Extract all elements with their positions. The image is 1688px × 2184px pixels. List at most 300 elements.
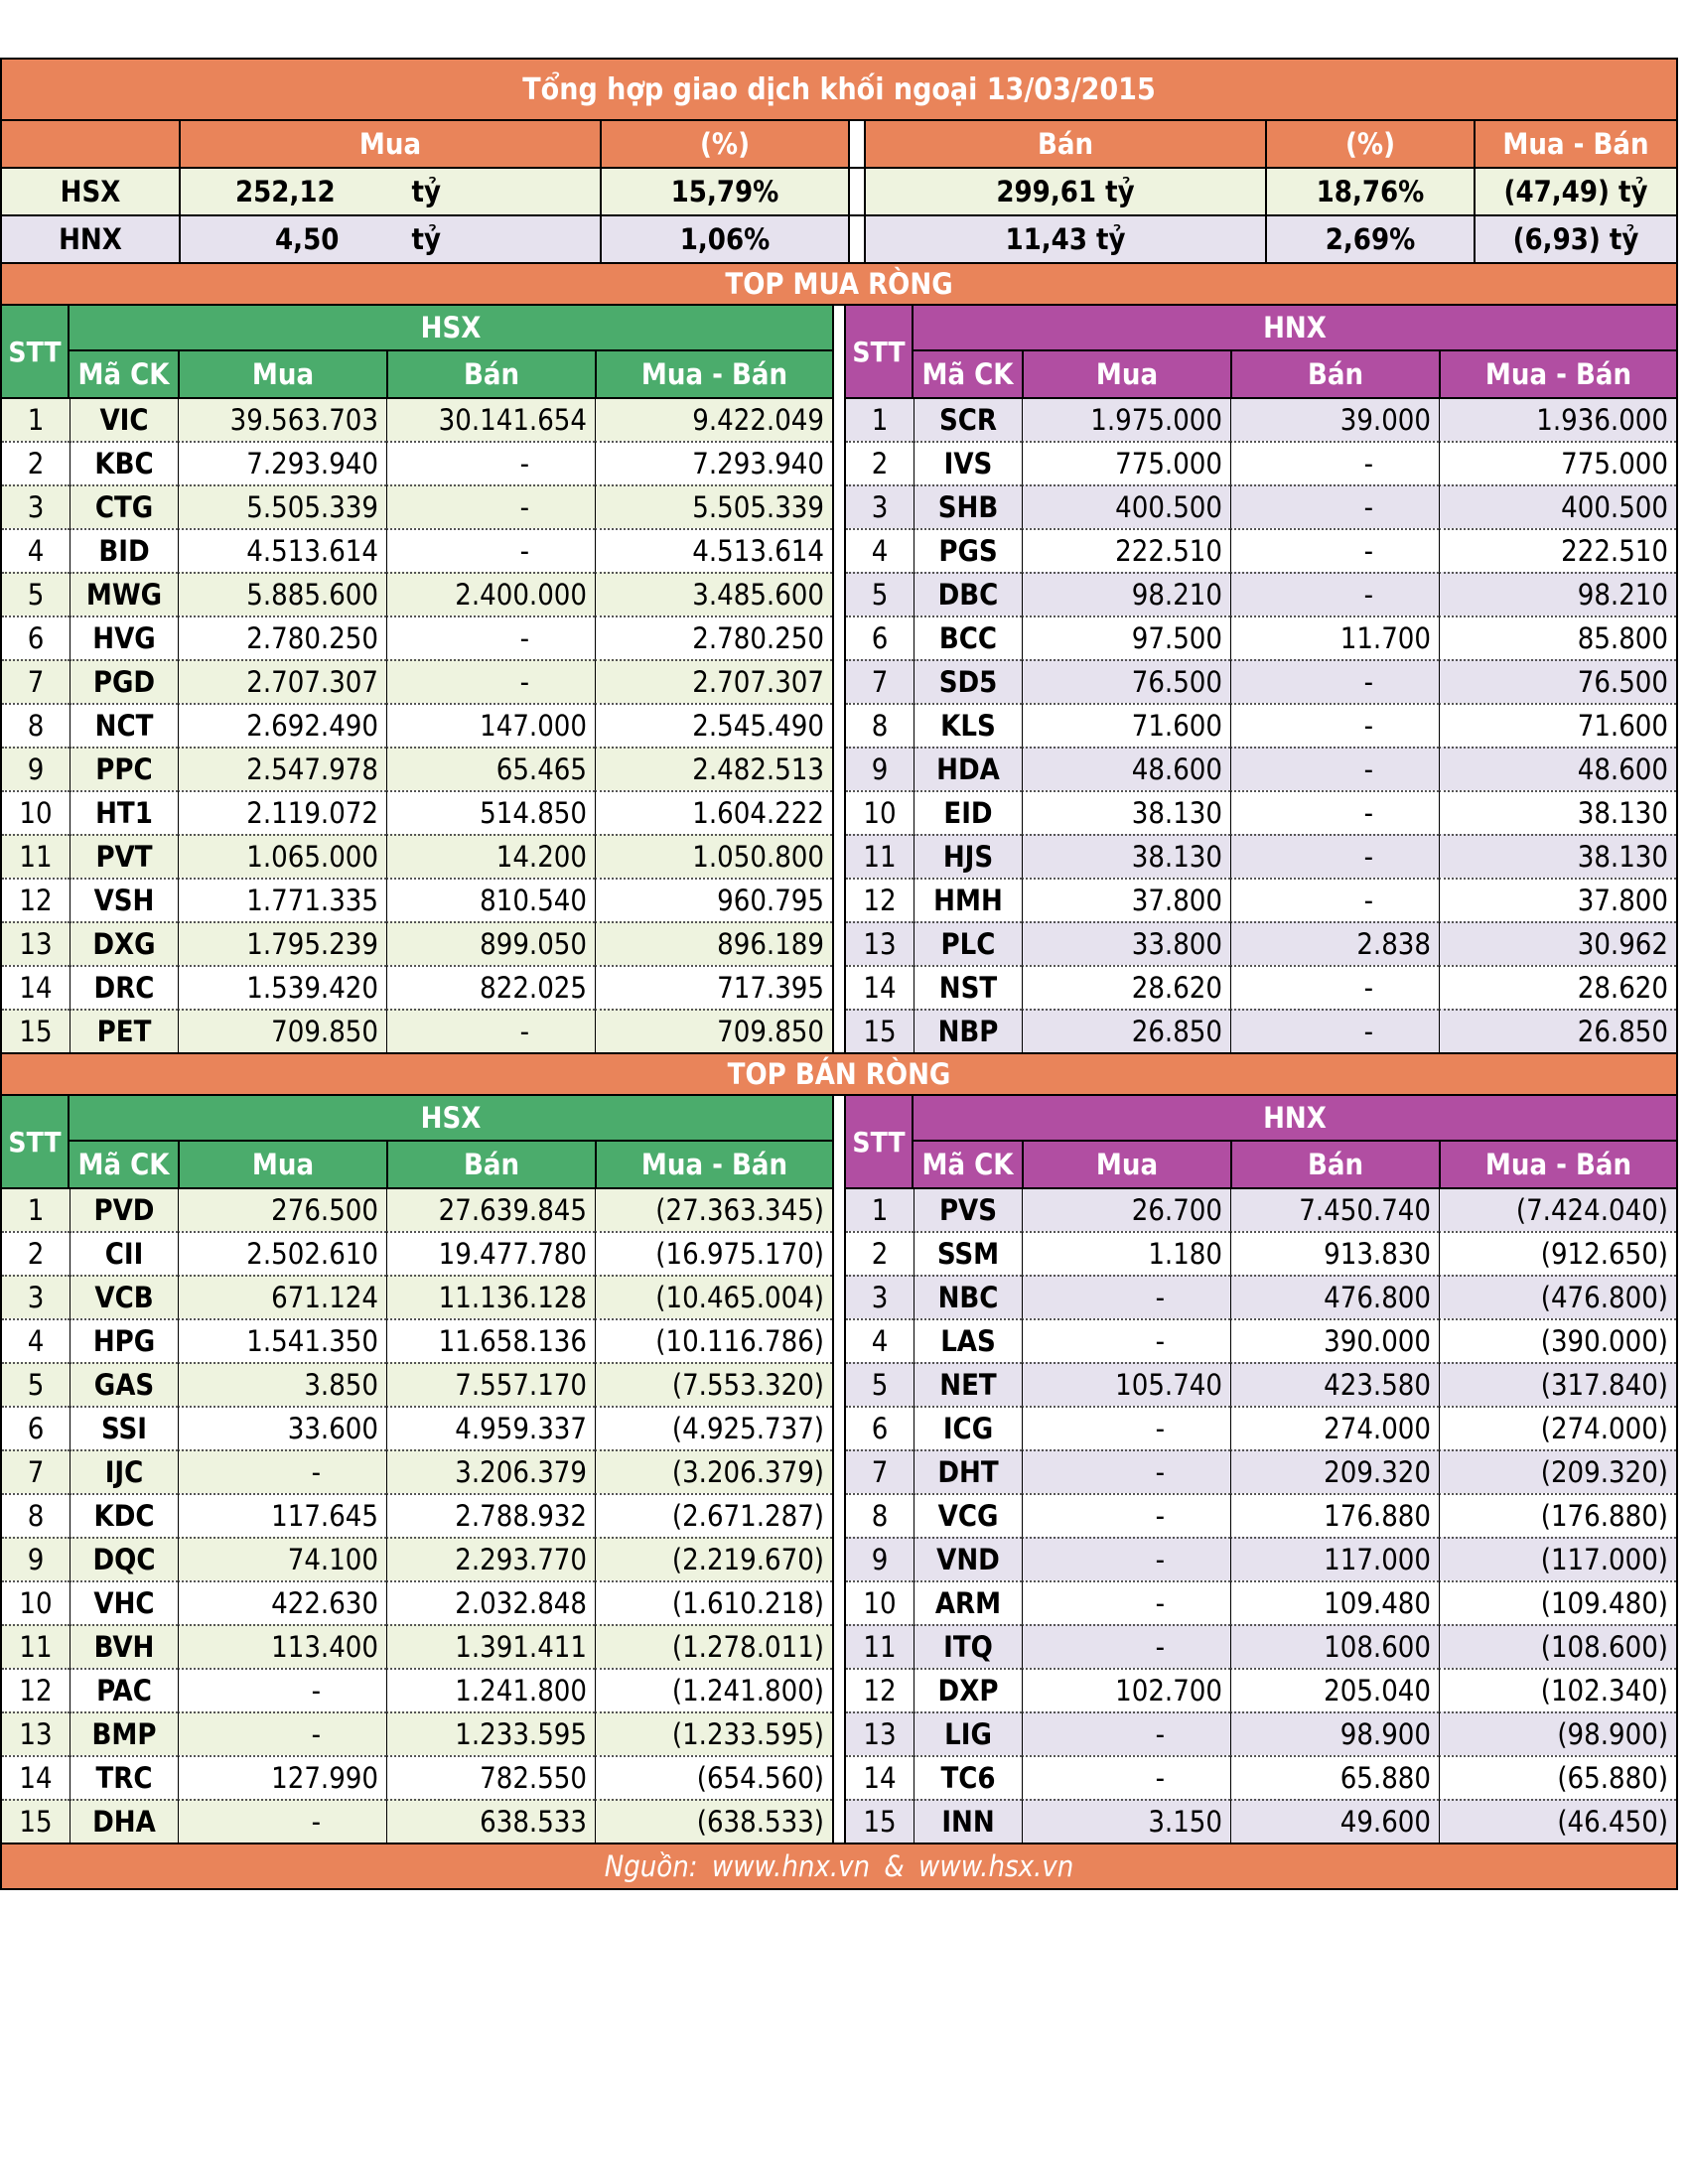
stock-code: HPG (70, 1318, 178, 1362)
net-value: (2.671.287) (595, 1493, 832, 1537)
row-stt: 13 (846, 1711, 914, 1755)
sell-value: - (386, 528, 595, 572)
top-sell-hnx-table (846, 1096, 1676, 1843)
sell-value: - (1230, 703, 1439, 747)
row-stt: 14 (2, 1755, 70, 1799)
top-sell-section (0, 1094, 1678, 1843)
sell-value: - (1230, 878, 1439, 921)
sell-value: - (1230, 659, 1439, 703)
row-stt: 5 (846, 572, 914, 615)
row-stt: 1 (2, 1187, 70, 1231)
stock-code: NST (914, 965, 1022, 1009)
buy-header: Mua (1022, 1140, 1230, 1187)
stock-code: KDC (70, 1493, 178, 1537)
stock-code: NET (914, 1362, 1022, 1406)
row-stt: 10 (846, 790, 914, 834)
row-stt: 2 (846, 441, 914, 484)
buy-value: 28.620 (1022, 965, 1230, 1009)
summary-buy: 252,12 tỷ (181, 169, 602, 214)
stock-code: KLS (914, 703, 1022, 747)
stock-code: SSI (70, 1406, 178, 1449)
row-stt: 4 (2, 528, 70, 572)
net-value: 1.050.800 (595, 834, 832, 878)
sell-value: - (386, 484, 595, 528)
sell-value: 2.032.848 (386, 1580, 595, 1624)
net-header: Mua - Bán (595, 1140, 832, 1187)
stock-code: VND (914, 1537, 1022, 1580)
summary-gap (850, 169, 866, 214)
buy-value: 113.400 (178, 1624, 386, 1668)
net-value: (274.000) (1439, 1406, 1676, 1449)
buy-value: - (178, 1668, 386, 1711)
row-stt: 15 (2, 1799, 70, 1843)
sell-value: 822.025 (386, 965, 595, 1009)
sell-value: 109.480 (1230, 1580, 1439, 1624)
top-sell-hsx-table (2, 1096, 832, 1843)
buy-value: 98.210 (1022, 572, 1230, 615)
row-stt: 14 (846, 1755, 914, 1799)
summary-header-sell: Bán (866, 121, 1267, 167)
row-stt: 9 (846, 1537, 914, 1580)
buy-header: Mua (178, 349, 386, 397)
stock-code: PLC (914, 921, 1022, 965)
stock-code: HJS (914, 834, 1022, 878)
top-buy-hnx-table (846, 306, 1676, 1052)
buy-value: - (178, 1449, 386, 1493)
row-stt: 11 (2, 834, 70, 878)
sell-value: - (386, 1009, 595, 1052)
buy-value: - (1022, 1318, 1230, 1362)
net-value: (390.000) (1439, 1318, 1676, 1362)
stock-code: VIC (70, 397, 178, 441)
sell-value: 913.830 (1230, 1231, 1439, 1275)
summary-sell: 299,61 tỷ (866, 169, 1267, 214)
sell-value: 205.040 (1230, 1668, 1439, 1711)
stock-code: DHT (914, 1449, 1022, 1493)
row-stt: 7 (846, 1449, 914, 1493)
net-value: (317.840) (1439, 1362, 1676, 1406)
row-stt: 1 (846, 1187, 914, 1231)
net-value: 98.210 (1439, 572, 1676, 615)
sell-value: 11.658.136 (386, 1318, 595, 1362)
buy-value: 1.975.000 (1022, 397, 1230, 441)
net-value: 9.422.049 (595, 397, 832, 441)
row-stt: 14 (2, 965, 70, 1009)
sell-value: 117.000 (1230, 1537, 1439, 1580)
buy-value: 2.707.307 (178, 659, 386, 703)
buy-value: 97.500 (1022, 615, 1230, 659)
table-separator (832, 306, 846, 1052)
net-header: Mua - Bán (1439, 349, 1676, 397)
summary-buy-pct: 15,79% (602, 169, 850, 214)
buy-value: 2.547.978 (178, 747, 386, 790)
buy-value: 105.740 (1022, 1362, 1230, 1406)
row-stt: 4 (846, 528, 914, 572)
row-stt: 6 (2, 615, 70, 659)
row-stt: 12 (2, 878, 70, 921)
stock-code: VCB (70, 1275, 178, 1318)
exchange-header: HNX (914, 1096, 1676, 1140)
stock-code: TRC (70, 1755, 178, 1799)
sell-value: - (1230, 484, 1439, 528)
row-stt: 11 (846, 1624, 914, 1668)
net-value: 1.604.222 (595, 790, 832, 834)
stock-code: VHC (70, 1580, 178, 1624)
top-sell-title: TOP BÁN RÒNG (0, 1052, 1678, 1094)
stock-code: EID (914, 790, 1022, 834)
buy-value: - (1022, 1449, 1230, 1493)
stock-code: PVD (70, 1187, 178, 1231)
stock-code: HVG (70, 615, 178, 659)
net-value: 5.505.339 (595, 484, 832, 528)
buy-value: 1.795.239 (178, 921, 386, 965)
stt-header: STT (2, 1096, 70, 1187)
buy-value: 76.500 (1022, 659, 1230, 703)
sell-value: - (1230, 572, 1439, 615)
sell-header: Bán (386, 1140, 595, 1187)
row-stt: 13 (846, 921, 914, 965)
top-buy-title: TOP MUA RÒNG (0, 262, 1678, 304)
sell-value: 98.900 (1230, 1711, 1439, 1755)
summary-buy-pct: 1,06% (602, 216, 850, 262)
buy-value: 222.510 (1022, 528, 1230, 572)
stock-code: DQC (70, 1537, 178, 1580)
row-stt: 6 (2, 1406, 70, 1449)
row-stt: 15 (846, 1799, 914, 1843)
summary-sell: 11,43 tỷ (866, 216, 1267, 262)
buy-value: 2.692.490 (178, 703, 386, 747)
buy-value: 102.700 (1022, 1668, 1230, 1711)
stock-code: SSM (914, 1231, 1022, 1275)
stt-header: STT (846, 1096, 914, 1187)
net-value: 717.395 (595, 965, 832, 1009)
row-stt: 2 (2, 1231, 70, 1275)
row-stt: 8 (2, 703, 70, 747)
buy-value: 33.600 (178, 1406, 386, 1449)
row-stt: 12 (846, 1668, 914, 1711)
stock-code: VSH (70, 878, 178, 921)
row-stt: 1 (2, 397, 70, 441)
sell-value: - (386, 659, 595, 703)
buy-value: 400.500 (1022, 484, 1230, 528)
sell-value: 108.600 (1230, 1624, 1439, 1668)
row-stt: 5 (846, 1362, 914, 1406)
net-value: (176.880) (1439, 1493, 1676, 1537)
buy-header: Mua (1022, 349, 1230, 397)
sell-value: - (1230, 1009, 1439, 1052)
stock-code: LIG (914, 1711, 1022, 1755)
stock-code: BVH (70, 1624, 178, 1668)
summary-header-buy: Mua (181, 121, 602, 167)
stock-code: IJC (70, 1449, 178, 1493)
stock-code: NCT (70, 703, 178, 747)
stt-header: STT (2, 306, 70, 397)
sell-value: - (1230, 441, 1439, 484)
row-stt: 4 (846, 1318, 914, 1362)
net-value: (209.320) (1439, 1449, 1676, 1493)
net-value: (4.925.737) (595, 1406, 832, 1449)
net-value: (16.975.170) (595, 1231, 832, 1275)
summary-header-buy-pct: (%) (602, 121, 850, 167)
stock-code: CTG (70, 484, 178, 528)
stock-code: HMH (914, 878, 1022, 921)
sell-value: 2.788.932 (386, 1493, 595, 1537)
net-value: 775.000 (1439, 441, 1676, 484)
buy-value: 276.500 (178, 1187, 386, 1231)
buy-value: 3.850 (178, 1362, 386, 1406)
stock-code: ITQ (914, 1624, 1022, 1668)
row-stt: 12 (846, 878, 914, 921)
row-stt: 10 (846, 1580, 914, 1624)
net-value: 28.620 (1439, 965, 1676, 1009)
row-stt: 5 (2, 572, 70, 615)
sell-value: 14.200 (386, 834, 595, 878)
sell-value: 782.550 (386, 1755, 595, 1799)
stock-code: KBC (70, 441, 178, 484)
net-value: 400.500 (1439, 484, 1676, 528)
row-stt: 12 (2, 1668, 70, 1711)
sell-value: 65.880 (1230, 1755, 1439, 1799)
sell-value: 11.700 (1230, 615, 1439, 659)
code-header: Mã CK (70, 1140, 178, 1187)
buy-value: - (1022, 1406, 1230, 1449)
sell-header: Bán (1230, 1140, 1439, 1187)
foreign-trading-sheet (0, 58, 1678, 1890)
buy-value: 1.771.335 (178, 878, 386, 921)
source-footer: Nguồn: www.hnx.vn & www.hsx.vn (0, 1843, 1678, 1890)
summary-header-blank (2, 121, 181, 167)
net-value: (1.241.800) (595, 1668, 832, 1711)
exchange-header: HNX (914, 306, 1676, 349)
table-separator (832, 1096, 846, 1843)
net-value: 3.485.600 (595, 572, 832, 615)
stock-code: LAS (914, 1318, 1022, 1362)
stock-code: GAS (70, 1362, 178, 1406)
stock-code: INN (914, 1799, 1022, 1843)
sell-value: 11.136.128 (386, 1275, 595, 1318)
stock-code: DXG (70, 921, 178, 965)
buy-value: 26.850 (1022, 1009, 1230, 1052)
net-value: 7.293.940 (595, 441, 832, 484)
buy-value: 1.541.350 (178, 1318, 386, 1362)
summary-gap (850, 121, 866, 167)
row-stt: 3 (2, 1275, 70, 1318)
sell-value: 3.206.379 (386, 1449, 595, 1493)
net-value: 896.189 (595, 921, 832, 965)
stock-code: MWG (70, 572, 178, 615)
summary-net: (47,49) tỷ (1503, 175, 1648, 208)
buy-value: 38.130 (1022, 790, 1230, 834)
buy-value: 5.885.600 (178, 572, 386, 615)
row-stt: 7 (2, 1449, 70, 1493)
sell-value: 39.000 (1230, 397, 1439, 441)
row-stt: 8 (846, 703, 914, 747)
stock-code: SCR (914, 397, 1022, 441)
sell-value: 176.880 (1230, 1493, 1439, 1537)
net-value: (117.000) (1439, 1537, 1676, 1580)
net-value: (2.219.670) (595, 1537, 832, 1580)
net-value: (1.610.218) (595, 1580, 832, 1624)
net-value: (65.880) (1439, 1755, 1676, 1799)
net-value: (7.553.320) (595, 1362, 832, 1406)
summary-gap (850, 216, 866, 262)
sell-value: - (1230, 790, 1439, 834)
net-value: (7.424.040) (1439, 1187, 1676, 1231)
stock-code: PGD (70, 659, 178, 703)
buy-value: 2.780.250 (178, 615, 386, 659)
row-stt: 6 (846, 1406, 914, 1449)
summary-buy: 4,50 tỷ (181, 216, 602, 262)
buy-value: - (1022, 1493, 1230, 1537)
code-header: Mã CK (914, 1140, 1022, 1187)
sell-header: Bán (1230, 349, 1439, 397)
net-value: (1.233.595) (595, 1711, 832, 1755)
buy-value: - (1022, 1624, 1230, 1668)
sell-value: 147.000 (386, 703, 595, 747)
sell-value: - (1230, 747, 1439, 790)
row-stt: 11 (2, 1624, 70, 1668)
buy-value: 709.850 (178, 1009, 386, 1052)
stock-code: DBC (914, 572, 1022, 615)
buy-value: 1.180 (1022, 1231, 1230, 1275)
buy-value: - (178, 1799, 386, 1843)
row-stt: 6 (846, 615, 914, 659)
row-stt: 4 (2, 1318, 70, 1362)
net-value: 1.936.000 (1439, 397, 1676, 441)
buy-value: 117.645 (178, 1493, 386, 1537)
row-stt: 11 (846, 834, 914, 878)
buy-value: 74.100 (178, 1537, 386, 1580)
exchange-header: HSX (70, 1096, 832, 1140)
summary-exchange: HNX (2, 216, 181, 262)
buy-value: 5.505.339 (178, 484, 386, 528)
sell-value: 1.391.411 (386, 1624, 595, 1668)
net-value: (46.450) (1439, 1799, 1676, 1843)
stock-code: PET (70, 1009, 178, 1052)
stock-code: PVS (914, 1187, 1022, 1231)
sell-value: 7.557.170 (386, 1362, 595, 1406)
sell-value: 1.233.595 (386, 1711, 595, 1755)
sell-value: 638.533 (386, 1799, 595, 1843)
row-stt: 3 (846, 1275, 914, 1318)
buy-value: - (1022, 1275, 1230, 1318)
row-stt: 15 (2, 1009, 70, 1052)
sell-value: 423.580 (1230, 1362, 1439, 1406)
stock-code: HT1 (70, 790, 178, 834)
sell-value: 476.800 (1230, 1275, 1439, 1318)
net-value: 2.482.513 (595, 747, 832, 790)
buy-value: 127.990 (178, 1755, 386, 1799)
stock-code: TC6 (914, 1755, 1022, 1799)
row-stt: 3 (846, 484, 914, 528)
row-stt: 7 (846, 659, 914, 703)
stock-code: BCC (914, 615, 1022, 659)
stock-code: DHA (70, 1799, 178, 1843)
stock-code: DXP (914, 1668, 1022, 1711)
buy-value: 26.700 (1022, 1187, 1230, 1231)
sell-value: 7.450.740 (1230, 1187, 1439, 1231)
net-value: (108.600) (1439, 1624, 1676, 1668)
net-value: 2.707.307 (595, 659, 832, 703)
stt-header: STT (846, 306, 914, 397)
net-value: 85.800 (1439, 615, 1676, 659)
buy-value: 4.513.614 (178, 528, 386, 572)
net-value: (27.363.345) (595, 1187, 832, 1231)
row-stt: 10 (2, 1580, 70, 1624)
stock-code: NBC (914, 1275, 1022, 1318)
stock-code: PGS (914, 528, 1022, 572)
row-stt: 9 (2, 1537, 70, 1580)
sell-header: Bán (386, 349, 595, 397)
row-stt: 9 (846, 747, 914, 790)
net-value: 4.513.614 (595, 528, 832, 572)
net-value: 960.795 (595, 878, 832, 921)
net-value: 38.130 (1439, 790, 1676, 834)
net-value: 48.600 (1439, 747, 1676, 790)
sell-value: 274.000 (1230, 1406, 1439, 1449)
stock-code: SHB (914, 484, 1022, 528)
buy-value: - (1022, 1755, 1230, 1799)
net-value: 2.545.490 (595, 703, 832, 747)
sell-value: 810.540 (386, 878, 595, 921)
sell-value: - (1230, 965, 1439, 1009)
row-stt: 3 (2, 484, 70, 528)
stock-code: SD5 (914, 659, 1022, 703)
row-stt: 10 (2, 790, 70, 834)
sell-value: 4.959.337 (386, 1406, 595, 1449)
buy-value: 775.000 (1022, 441, 1230, 484)
stock-code: CII (70, 1231, 178, 1275)
buy-value: 39.563.703 (178, 397, 386, 441)
net-value: 30.962 (1439, 921, 1676, 965)
net-value: (1.278.011) (595, 1624, 832, 1668)
stock-code: PVT (70, 834, 178, 878)
buy-value: 1.065.000 (178, 834, 386, 878)
sell-value: 899.050 (386, 921, 595, 965)
buy-value: - (1022, 1537, 1230, 1580)
buy-header: Mua (178, 1140, 386, 1187)
stock-code: HDA (914, 747, 1022, 790)
stock-code: BID (70, 528, 178, 572)
buy-value: 1.539.420 (178, 965, 386, 1009)
sell-value: - (386, 441, 595, 484)
stock-code: IVS (914, 441, 1022, 484)
summary-net: (6,93) tỷ (1512, 222, 1639, 256)
summary-header-sell-pct: (%) (1267, 121, 1476, 167)
net-value: (109.480) (1439, 1580, 1676, 1624)
stock-code: ICG (914, 1406, 1022, 1449)
stock-code: BMP (70, 1711, 178, 1755)
sell-value: 49.600 (1230, 1799, 1439, 1843)
sell-value: 514.850 (386, 790, 595, 834)
net-value: 38.130 (1439, 834, 1676, 878)
buy-value: 71.600 (1022, 703, 1230, 747)
sell-value: 2.838 (1230, 921, 1439, 965)
sheet-title: Tổng hợp giao dịch khối ngoại 13/03/2015 (0, 58, 1678, 119)
net-value: (10.465.004) (595, 1275, 832, 1318)
row-stt: 8 (2, 1493, 70, 1537)
row-stt: 5 (2, 1362, 70, 1406)
net-header: Mua - Bán (1439, 1140, 1676, 1187)
top-buy-hsx-table (2, 306, 832, 1052)
row-stt: 13 (2, 921, 70, 965)
buy-value: 7.293.940 (178, 441, 386, 484)
buy-value: 2.502.610 (178, 1231, 386, 1275)
buy-value: 37.800 (1022, 878, 1230, 921)
net-value: 2.780.250 (595, 615, 832, 659)
net-value: 71.600 (1439, 703, 1676, 747)
buy-value: 2.119.072 (178, 790, 386, 834)
